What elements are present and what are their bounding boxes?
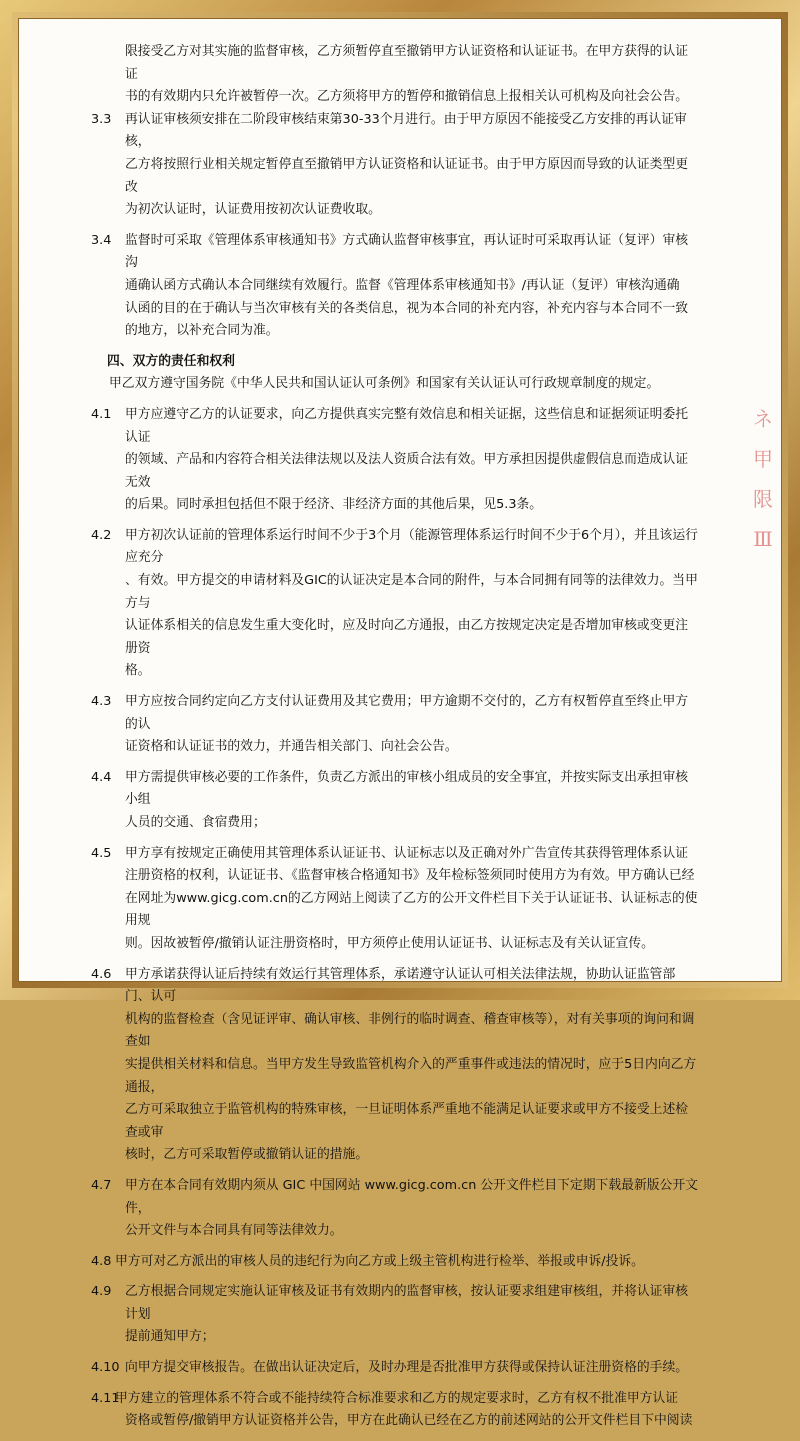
clause-text: 甲方可对乙方派出的审核人员的违纪行为向乙方或上级主管机构进行检举、举报或申诉/投诉。 xyxy=(115,1253,644,1269)
clause-number: 4.3 xyxy=(91,694,112,710)
clause-text: 甲方享有按规定正确使用其管理体系认证证书、认证标志以及正确对外广告宣传其获得管理体系认证 xyxy=(125,845,689,861)
clause-text: 甲方建立的管理体系不符合或不能持续符合标准要求和乙方的规定要求时，乙方有权不批准甲方认证 xyxy=(115,1390,679,1406)
clause-text: 的地方，以补充合同为准。 xyxy=(125,323,279,339)
clause-gap xyxy=(91,835,699,843)
clause-text: 甲方初次认证前的管理体系运行时间不少于3个月（能源管理体系运行时间不少于6个月），并且该运行应充分 xyxy=(125,527,698,566)
clause-number: 4.1 xyxy=(91,406,112,422)
clause-text: 认证体系相关的信息发生重大变化时，应及时向乙方通报，由乙方按规定决定是否增加审核或变更注册资 xyxy=(125,618,689,656)
clause-text: 实提供相关材料和信息。当甲方发生导致监管机构介入的严重事件或违法的情况时，应于5日内向乙方通报， xyxy=(125,1056,697,1095)
clause-item xyxy=(91,843,699,866)
clause-gap xyxy=(91,222,699,230)
clause-item xyxy=(91,1251,699,1274)
clause-gap xyxy=(91,396,699,404)
clause-gap xyxy=(91,683,699,691)
clause-text: 的后果。同时承担包括但不限于经济、非经济方面的其他后果，见5.3条。 xyxy=(125,497,543,513)
clause-item xyxy=(91,691,699,736)
clause-number: 4.7 xyxy=(91,1177,112,1193)
clause-number: 4.11 xyxy=(91,1390,120,1406)
clause-text: 资格或暂停/撤销甲方认证资格并公告，甲方在此确认已经在乙方的前述网站的公开文件栏目下中阅读 xyxy=(125,1413,693,1429)
clause-item xyxy=(91,230,699,275)
clause-item xyxy=(91,767,699,812)
clause-gap xyxy=(91,343,699,351)
clause-number: 4.10 xyxy=(91,1360,120,1376)
clause-item xyxy=(91,964,699,1009)
clause-text: 则。因故被暂停/撤销认证注册资格时，甲方须停止使用认证证书、认证标志及有关认证宣传。 xyxy=(125,935,654,951)
contract-text xyxy=(91,41,699,1441)
clause-text: 公开文件与本合同具有同等法律效力。 xyxy=(125,1223,343,1239)
paragraph-line: 书的有效期内只允许被暂停一次。乙方须将甲方的暂停和撤销信息上报相关认可机构及向社会公告。 xyxy=(125,89,689,105)
clause-text: 监督时可采取《管理体系审核通知书》方式确认监督审核事宜，再认证时可采取再认证（复评）审核沟 xyxy=(125,232,689,271)
paragraph-line: 限接受乙方对其实施的监督审核，乙方须暂停直至撤销甲方认证资格和认证证书。在甲方获得的认证证 xyxy=(125,44,689,82)
clause-text: 在网址为www.gicg.com.cn的乙方网站上阅读了乙方的公开文件栏目下关于认证证书、认证标志的使用规 xyxy=(125,890,698,929)
contract-page xyxy=(18,18,782,1429)
clause-number: 3.3 xyxy=(91,111,112,127)
clause-item xyxy=(91,1175,699,1220)
red-seal-fragment: ネ甲限Ⅲ xyxy=(753,407,773,551)
clause-text: 通确认函方式确认本合同继续有效履行。监督《管理体系审核通知书》/再认证（复评）审核沟通确 xyxy=(125,277,680,293)
clause-text: 为初次认证时，认证费用按初次认证费收取。 xyxy=(125,202,381,218)
clause-text: 核时，乙方可采取暂停或撤销认证的措施。 xyxy=(125,1147,369,1163)
clause-number: 4.8 xyxy=(91,1253,112,1269)
clause-gap xyxy=(91,1167,699,1175)
clause-text: 乙方根据合同规定实施认证审核及证书有效期内的监督审核，按认证要求组建审核组，并将认证审核计划 xyxy=(125,1284,689,1322)
clause-gap xyxy=(91,1433,699,1441)
clause-text: 格。 xyxy=(125,663,151,679)
clause-text: 甲方在本合同有效期内须从 GIC 中国网站 www.gicg.com.cn 公开文件栏目下定期下载最新版公开文件， xyxy=(125,1177,698,1216)
clause-text: 向甲方提交审核报告。在做出认证决定后，及时办理是否批准甲方获得或保持认证注册资格的手续。 xyxy=(125,1360,689,1376)
clause-text: 乙方可采取独立于监管机构的特殊审核，一旦证明体系严重地不能满足认证要求或甲方不接受上述检查或审 xyxy=(125,1102,689,1140)
clause-number: 4.6 xyxy=(91,966,112,982)
clause-gap xyxy=(91,1243,699,1251)
clause-item xyxy=(91,109,699,154)
clause-gap xyxy=(91,517,699,525)
clause-text: 的领域、产品和内容符合相关法律法规以及法人资质合法有效。甲方承担因提供虚假信息而造成认证无效 xyxy=(125,452,689,490)
clause-item xyxy=(91,404,699,449)
clause-text: 甲方需提供审核必要的工作条件，负责乙方派出的审核小组成员的安全事宜，并按实际支出承担审核小组 xyxy=(125,769,689,808)
clause-item xyxy=(91,1281,699,1326)
clause-text: 再认证审核须安排在二阶段审核结束第30-33个月进行。由于甲方原因不能接受乙方安排的再认证审核， xyxy=(125,111,687,150)
clause-gap xyxy=(91,1380,699,1388)
clause-number: 4.9 xyxy=(91,1284,112,1300)
clause-text: 乙方将按照行业相关规定暂停直至撤销甲方认证资格和认证证书。由于甲方原因而导致的认证类型更改 xyxy=(125,156,689,195)
clause-number: 3.4 xyxy=(91,232,112,248)
clause-text: 甲方承诺获得认证后持续有效运行其管理体系，承诺遵守认证认可相关法律法规，协助认证监管部门、认可 xyxy=(125,966,676,1005)
clause-gap xyxy=(91,1273,699,1281)
section-intro: 甲乙双方遵守国务院《中华人民共和国认证认可条例》和国家有关认证认可行政规章制度的规定。 xyxy=(109,376,660,392)
clause-gap xyxy=(91,759,699,767)
clause-number: 4.5 xyxy=(91,845,112,861)
clause-text: 注册资格的权利，认证证书、《监督审核合格通知书》及年检标签须同时使用方为有效。甲方确认已经 xyxy=(125,868,695,884)
clause-text: 、有效。甲方提交的申请材料及GIC的认证决定是本合同的附件，与本合同拥有同等的法律效力。当甲方与 xyxy=(125,573,698,611)
clause-text: 机构的监督检查（含见证评审、确认审核、非例行的临时调查、稽查审核等），对有关事项的询问和调查如 xyxy=(125,1011,695,1050)
clause-text: 提前通知甲方； xyxy=(125,1329,215,1345)
clause-item xyxy=(91,1357,699,1380)
clause-item xyxy=(91,1388,699,1411)
clause-gap xyxy=(91,1349,699,1357)
clause-number: 4.2 xyxy=(91,527,112,543)
clause-text: 甲方应遵守乙方的认证要求，向乙方提供真实完整有效信息和相关证据，这些信息和证据须证明委托认证 xyxy=(125,406,689,445)
clause-text: 证资格和认证证书的效力，并通告相关部门、向社会公告。 xyxy=(125,739,458,755)
clause-text: 认函的目的在于确认与当次审核有关的各类信息，视为本合同的补充内容，补充内容与本合同不一致 xyxy=(125,300,689,316)
clause-text: 甲方应按合同约定向乙方支付认证费用及其它费用；甲方逾期不交付的，乙方有权暂停直至终止甲方的认 xyxy=(125,694,689,732)
clause-gap xyxy=(91,956,699,964)
clause-text: 人员的交通、食宿费用； xyxy=(125,815,266,830)
clause-number: 4.4 xyxy=(91,769,112,785)
clause-item xyxy=(91,525,699,570)
section-heading: 四、双方的责任和权利 xyxy=(107,353,235,369)
